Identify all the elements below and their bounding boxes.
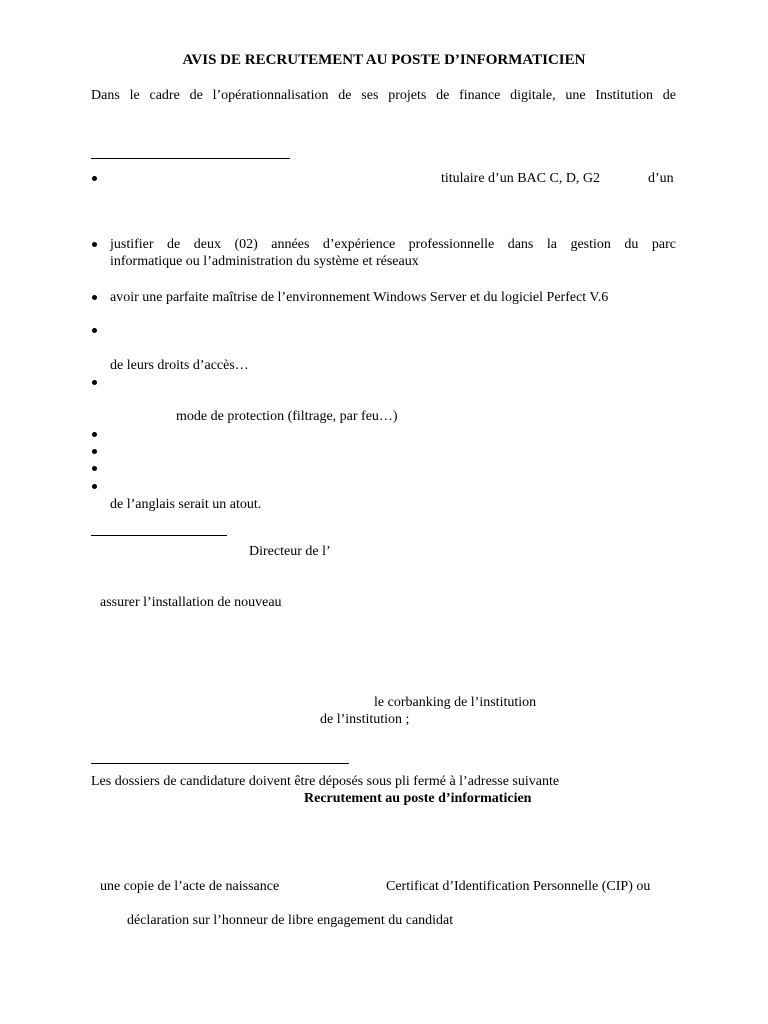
directeur-text: Directeur de l’ <box>249 544 331 559</box>
bullet-2 <box>92 242 97 247</box>
copie-acte-text: une copie de l’acte de naissance <box>100 879 280 894</box>
institution-text: de l’institution ; <box>320 712 410 727</box>
bullet-6 <box>92 432 97 437</box>
bullet-2-line-2: informatique ou l’administration du système et réseaux <box>110 254 419 269</box>
bullet-1 <box>92 176 97 181</box>
bullet-1-tail: d’un <box>648 171 674 186</box>
bullet-7 <box>92 449 97 454</box>
section-underline-1 <box>91 158 290 159</box>
bullet-5 <box>92 380 97 385</box>
declaration-text: déclaration sur l’honneur de libre engagement du candidat <box>127 913 454 928</box>
section-underline-3 <box>91 763 349 764</box>
bullet-9-continuation: de l’anglais serait un atout. <box>110 497 262 512</box>
cip-text: Certificat d’Identification Personnelle (CIP) ou <box>386 879 651 894</box>
bullet-4 <box>92 328 97 333</box>
bullet-9 <box>92 484 97 489</box>
dossier-line: Les dossiers de candidature doivent être déposés sous pli fermé à l’adresse suivante <box>91 774 560 789</box>
bullet-4-continuation: de leurs droits d’accès… <box>110 358 249 373</box>
page-title: AVIS DE RECRUTEMENT AU POSTE D’INFORMATICIEN <box>182 52 586 68</box>
intro-paragraph: Dans le cadre de l’opérationnalisation de ses projets de finance digitale, une Institution de <box>91 88 676 103</box>
dossier-subject: Recrutement au poste d’informaticien <box>304 791 532 806</box>
bullet-3 <box>92 295 97 300</box>
bullet-2-line-1: justifier de deux (02) années d’expérience professionnelle dans la gestion du parc <box>110 237 676 252</box>
bullet-1-text: titulaire d’un BAC C, D, G2 <box>441 171 601 186</box>
bullet-5-continuation: mode de protection (filtrage, par feu…) <box>176 409 398 424</box>
section-underline-2 <box>91 535 227 536</box>
installation-text: assurer l’installation de nouveau <box>100 595 282 610</box>
corbanking-text: le corbanking de l’institution <box>374 695 537 710</box>
bullet-3-text: avoir une parfaite maîtrise de l’environnement Windows Server et du logiciel Perfect V.6 <box>110 290 609 305</box>
bullet-8 <box>92 466 97 471</box>
